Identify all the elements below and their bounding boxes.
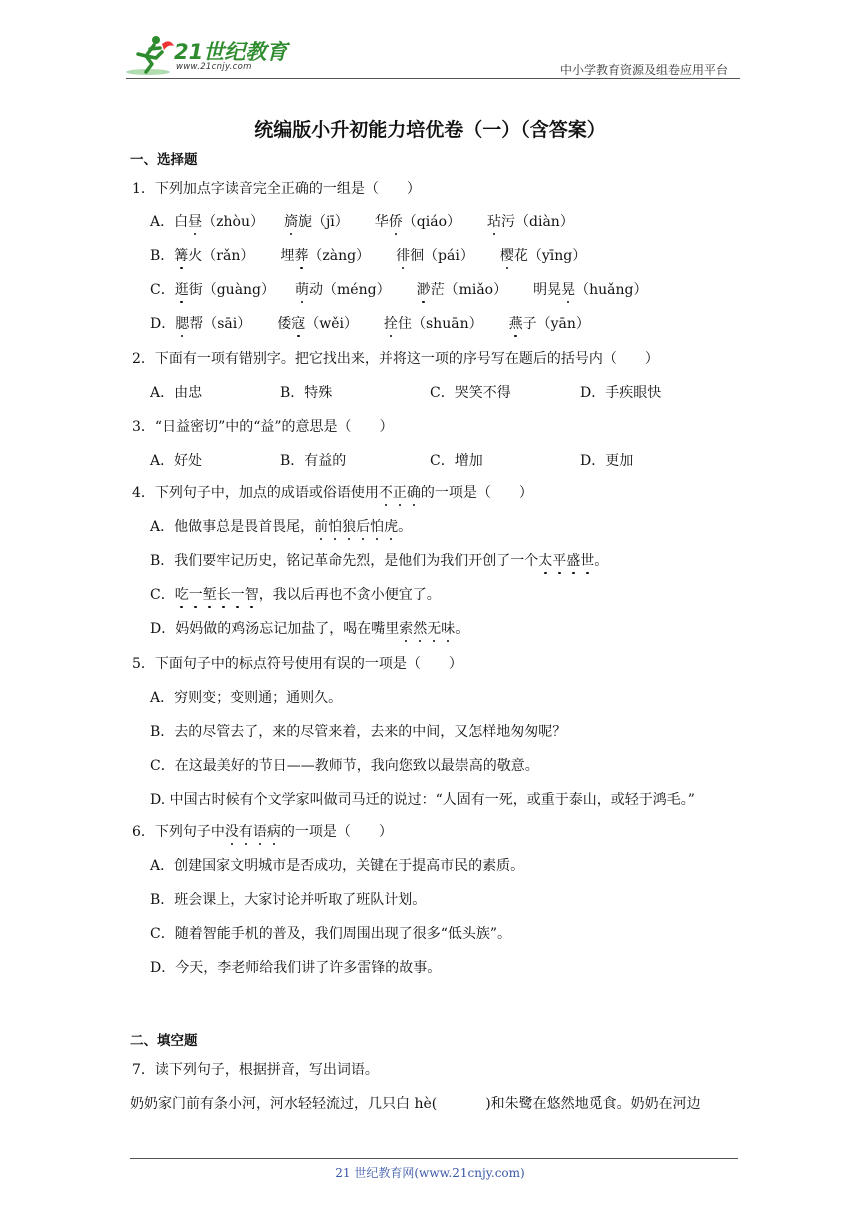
question-5-stem: 5．下面句子中的标点符号使用有误的一项是（ ） <box>132 656 463 672</box>
question-4-option-b: B．我们要牢记历史，铭记革命先烈，是他们为我们开创了一个太平盛世。 <box>150 553 609 569</box>
logo-text: 21世纪教育 <box>174 40 288 64</box>
dotted-emphasis: 没有语病 <box>224 824 281 840</box>
question-6-option-d: D．今天，李老师给我们讲了许多雷锋的故事。 <box>150 960 442 976</box>
question-4-option-a: A．他做事总是畏首畏尾，前怕狼后怕虎。 <box>150 519 413 535</box>
question-3-choices <box>150 452 750 470</box>
document-title: 统编版小升初能力培优卷（一）（含答案） <box>254 119 606 141</box>
choice-c: C．增加 <box>430 453 483 469</box>
question-6-option-c: C．随着智能手机的普及，我们周围出现了很多“低头族”。 <box>150 926 512 942</box>
logo <box>126 34 296 78</box>
question-4-option-d: D．妈妈做的鸡汤忘记加盐了，喝在嘴里索然无味。 <box>150 621 470 637</box>
question-7-stem: 7．读下列句子，根据拼音，写出词语。 <box>132 1062 379 1078</box>
question-5-option-b: B．去的尽管去了，来的尽管来着，去来的中间，又怎样地匆匆呢？ <box>150 724 567 740</box>
question-6-option-b: B．班会课上，大家讨论并听取了班队计划。 <box>150 892 427 908</box>
question-1-option-c: C．逛街（guàng） 萌动（méng） 渺茫（miǎo） 明晃晃（huǎng） <box>150 282 648 298</box>
question-3-stem: 3．“日益密切”中的“益”的意思是（ ） <box>132 419 394 435</box>
question-5-option-a: A．穷则变；变则通；通则久。 <box>150 690 343 706</box>
question-7-text: 奶奶家门前有条小河，河水轻轻流过，几只白 hè( )和朱鹭在悠然地觅食。奶奶在河边 <box>130 1096 701 1112</box>
logo-url: www.21cnjy.com <box>176 62 252 72</box>
choice-b: B．特殊 <box>280 385 333 401</box>
question-1-option-d: D．腮帮（sāi） 倭寇（wěi） 拴住（shuān） 燕子（yān） <box>150 316 590 332</box>
footer-divider <box>130 1158 738 1159</box>
question-1-option-b: B．篝火（rǎn） 埋葬（zàng） 徘徊（pái） 樱花（yīng） <box>150 248 587 264</box>
question-6-option-a: A．创建国家文明城市是否成功，关键在于提高市民的素质。 <box>150 858 525 874</box>
choice-d: D．手疾眼快 <box>580 385 662 401</box>
page-footer: 21 世纪教育网(www.21cnjy.com) <box>335 1166 525 1180</box>
question-2-choices <box>150 384 750 402</box>
question-5-option-d: D. 中国古时候有个文学家叫做司马迁的说过：“人固有一死，或重于泰山，或轻于鸿毛。” <box>150 792 695 808</box>
question-1-option-a: A．白昼（zhòu） 旖旎（jī） 华侨（qiáo） 玷污（diàn） <box>150 214 574 230</box>
section-heading-choice: 一、选择题 <box>130 152 198 168</box>
runner-icon <box>126 34 176 78</box>
question-2-stem: 2．下面有一项有错别字。把它找出来，并将这一项的序号写在题后的括号内（ ） <box>132 351 659 367</box>
dotted-emphasis: 不正确 <box>378 485 421 501</box>
platform-name: 中小学教育资源及组卷应用平台 <box>559 63 728 77</box>
choice-d: D．更加 <box>580 453 634 469</box>
choice-c: C．哭笑不得 <box>430 385 511 401</box>
question-6-stem: 6．下列句子中没有语病的一项是（ ） <box>132 824 393 840</box>
question-5-option-c: C．在这最美好的节日——教师节，我向您致以最崇高的敬意。 <box>150 758 539 774</box>
page-header <box>0 0 860 80</box>
choice-a: A．由忠 <box>150 385 203 401</box>
question-1-stem: 1．下列加点字读音完全正确的一组是（ ） <box>132 181 421 197</box>
question-4-stem: 4．下列句子中，加点的成语或俗语使用不正确的一项是（ ） <box>132 485 533 501</box>
header-divider <box>126 78 740 79</box>
question-4-option-c: C．吃一堑长一智，我以后再也不贪小便宜了。 <box>150 587 441 603</box>
choice-a: A．好处 <box>150 453 203 469</box>
choice-b: B．有益的 <box>280 453 347 469</box>
section-heading-fill: 二、填空题 <box>130 1033 198 1049</box>
